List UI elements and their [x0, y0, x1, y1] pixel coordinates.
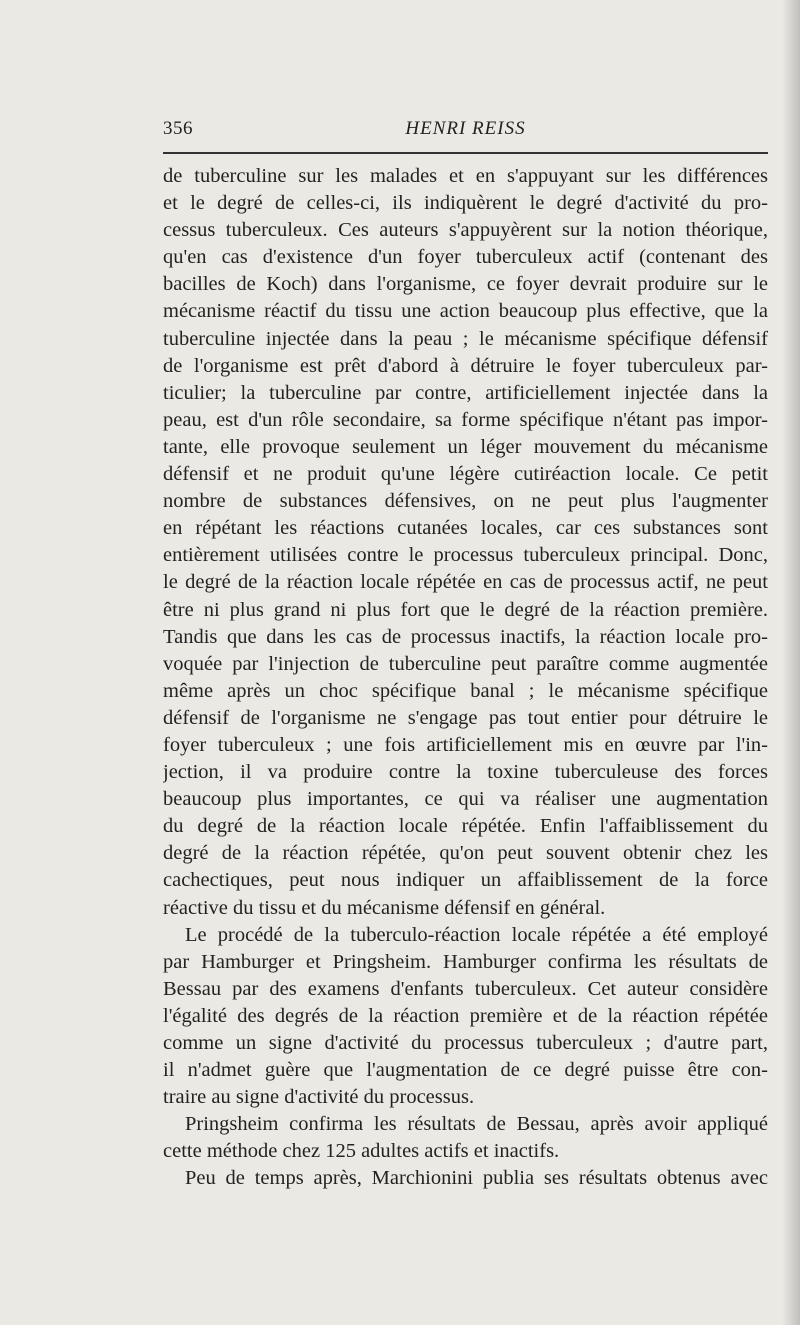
page-number: 356: [163, 118, 193, 139]
text-line: du degré de la réaction locale répétée. Enfin l'affaiblissement du: [163, 815, 768, 838]
text-line: comme un signe d'activité du processus tuberculeux ; d'autre part,: [163, 1032, 768, 1054]
text-line: traire au signe d'activité du processus.: [163, 1086, 475, 1109]
text-line: tante, elle provoque seulement un léger mouvement du mécanisme: [163, 435, 768, 458]
text-line: de tuberculine sur les malades et en s'appuyant sur les différences: [163, 165, 768, 187]
running-head: HENRI REISS: [405, 118, 526, 139]
text-line: cette méthode chez 125 adultes actifs et inactifs.: [163, 1140, 560, 1163]
text-line: défensif et ne produit qu'une légère cutiréaction locale. Ce petit: [163, 463, 768, 486]
text-line: beaucoup plus importantes, ce qui va réaliser une augmentation: [163, 788, 768, 811]
text-line: et le degré de celles-ci, ils indiquèrent le degré d'activité du pro-: [163, 192, 768, 215]
page-header: [163, 118, 768, 146]
text-line: entièrement utilisées contre le processus tuberculeux principal. Donc,: [163, 544, 768, 567]
body-text: [163, 163, 768, 1193]
text-line: bacilles de Koch) dans l'organisme, ce foyer devrait produire sur le: [163, 273, 768, 296]
text-line: Le procédé de la tuberculo-réaction locale répétée a été employé: [185, 923, 768, 946]
text-line: ticulier; la tuberculine par contre, artificiellement injectée dans la: [163, 381, 768, 404]
text-line: peau, est d'un rôle secondaire, sa forme spécifique n'étant pas impor-: [163, 408, 768, 431]
text-line: en répétant les réactions cutanées locales, car ces substances sont: [163, 517, 768, 540]
text-line: par Hamburger et Pringsheim. Hamburger confirma les résultats de: [163, 950, 768, 973]
text-line: défensif de l'organisme ne s'engage pas tout entier pour détruire le: [163, 706, 768, 729]
text-line: voquée par l'injection de tuberculine peut paraître comme augmentée: [163, 652, 768, 675]
text-line: Bessau par des examens d'enfants tuberculeux. Cet auteur considère: [163, 977, 768, 1000]
text-line: Tandis que dans les cas de processus inactifs, la réaction locale pro-: [163, 625, 768, 648]
text-line: le degré de la réaction locale répétée en cas de processus actif, ne peut: [163, 571, 768, 594]
text-line: cessus tuberculeux. Ces auteurs s'appuyèrent sur la notion théorique,: [163, 219, 768, 242]
text-line: nombre de substances défensives, on ne peut plus l'augmenter: [163, 490, 768, 513]
text-line: Peu de temps après, Marchionini publia ses résultats obtenus avec: [185, 1167, 768, 1190]
text-line: réactive du tissu et du mécanisme défensif en général.: [163, 896, 606, 919]
text-line: tuberculine injectée dans la peau ; le mécanisme spécifique défensif: [163, 327, 768, 350]
text-line: qu'en cas d'existence d'un foyer tuberculeux actif (contenant des: [163, 246, 768, 269]
text-line: même après un choc spécifique banal ; le mécanisme spécifique: [163, 679, 768, 702]
text-line: mécanisme réactif du tissu une action beaucoup plus effective, que la: [163, 300, 768, 323]
header-rule: [163, 152, 768, 154]
page-edge-shadow: [782, 0, 800, 1325]
text-line: cachectiques, peut nous indiquer un affaiblissement de la force: [163, 869, 768, 892]
text-line: foyer tuberculeux ; une fois artificiellement mis en œuvre par l'in-: [163, 733, 768, 756]
text-line: être ni plus grand ni plus fort que le degré de la réaction première.: [163, 598, 768, 621]
text-line: il n'admet guère que l'augmentation de ce degré puisse être con-: [163, 1059, 768, 1082]
text-line: l'égalité des degrés de la réaction première et de la réaction répétée: [163, 1004, 768, 1027]
text-line: Pringsheim confirma les résultats de Bessau, après avoir appliqué: [185, 1113, 768, 1136]
text-line: degré de la réaction répétée, qu'on peut souvent obtenir chez les: [163, 842, 768, 865]
text-line: de l'organisme est prêt d'abord à détruire le foyer tuberculeux par-: [163, 354, 768, 377]
text-line: jection, il va produire contre la toxine tuberculeuse des forces: [163, 761, 768, 784]
